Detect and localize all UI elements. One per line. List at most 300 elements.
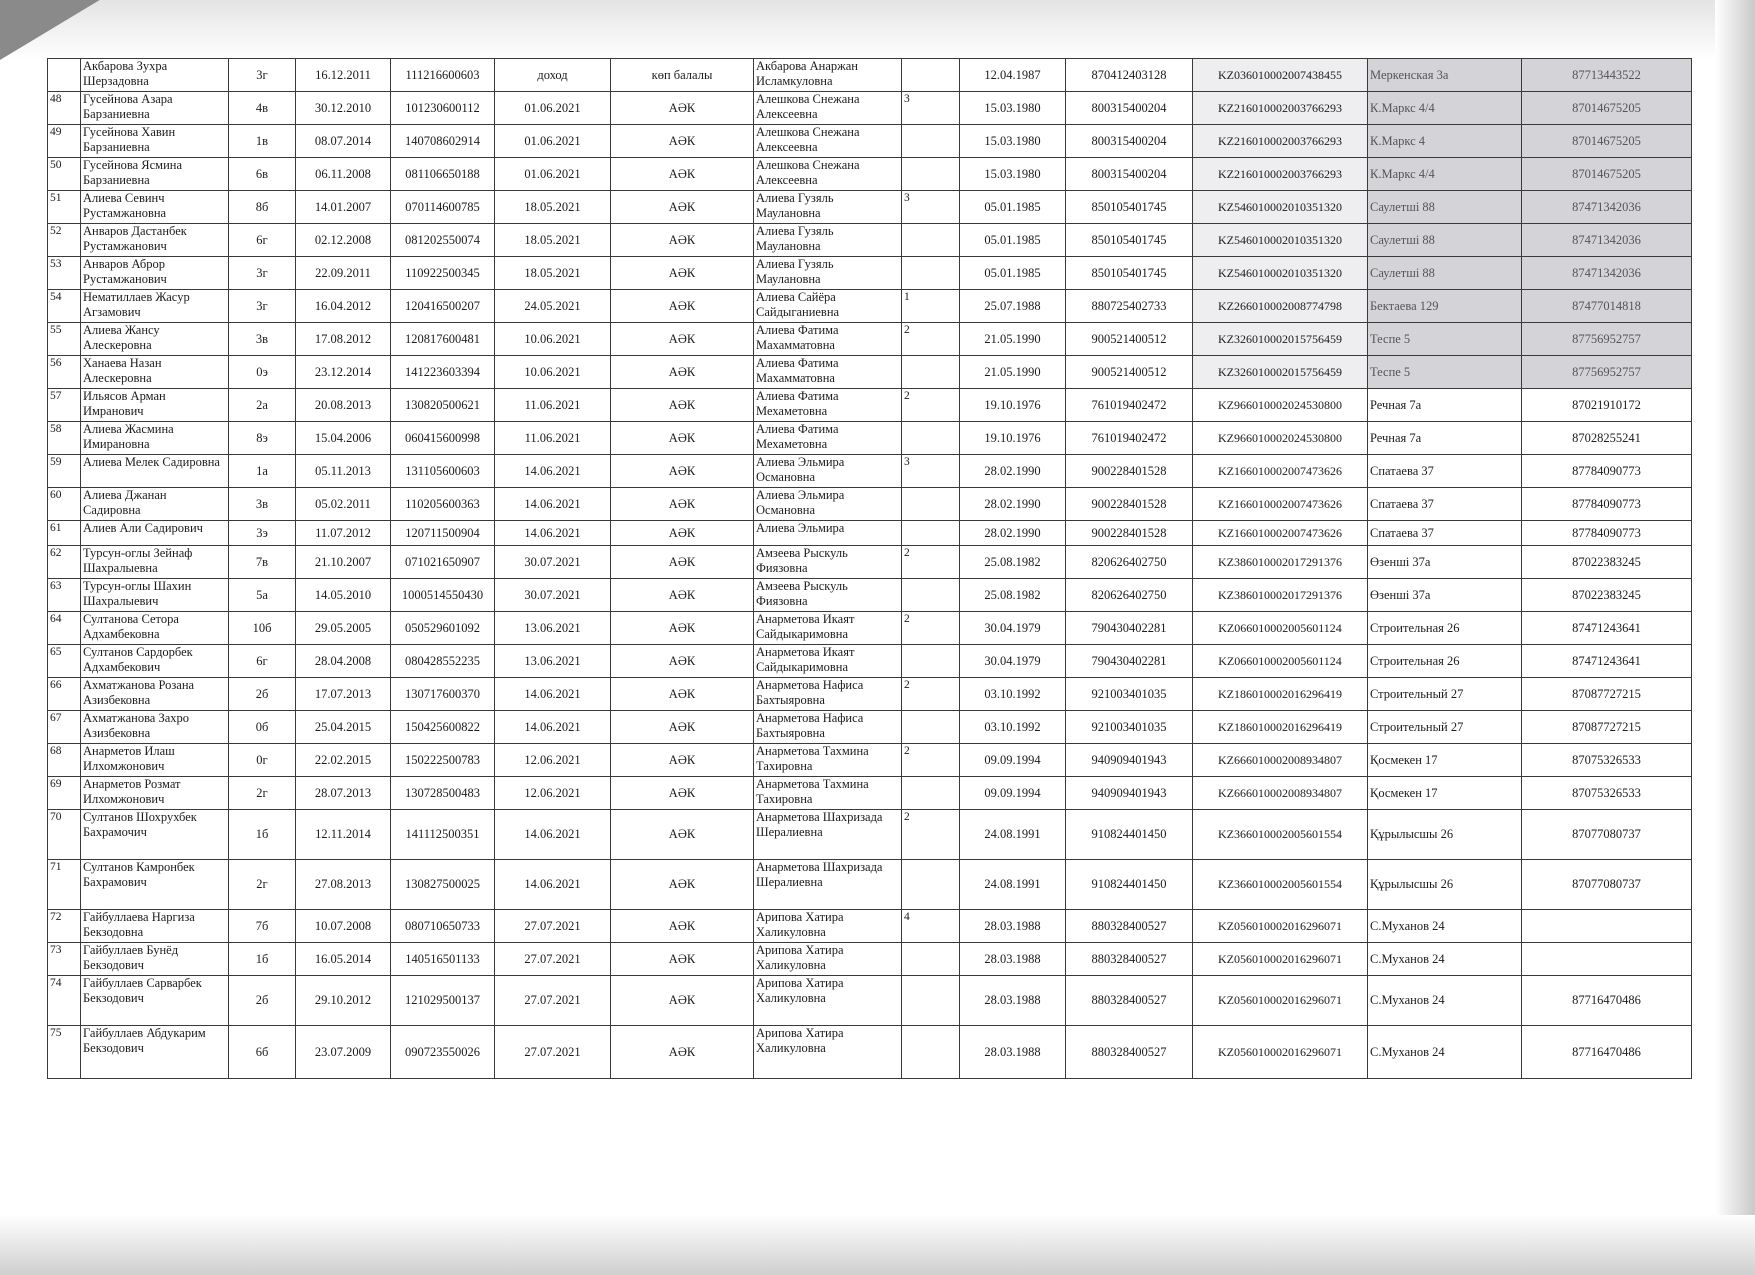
class-cell: 1в (229, 125, 296, 158)
parent-iin: 850105401745 (1066, 191, 1193, 224)
account-number: KZ166010002007473626 (1193, 521, 1368, 546)
parent-iin: 880328400527 (1066, 910, 1193, 943)
reason-cell: 10.06.2021 (495, 323, 611, 356)
phone-cell: 87471342036 (1522, 191, 1692, 224)
table-row (48, 488, 1692, 521)
parent-name: Анарметова Икаят Сайдыкаримовна (754, 645, 902, 678)
account-number: KZ056010002016296071 (1193, 976, 1368, 1026)
child-iin: 110205600363 (391, 488, 495, 521)
parent-iin: 800315400204 (1066, 158, 1193, 191)
address-cell: Өзенші 37а (1368, 546, 1522, 579)
reason-cell: 27.07.2021 (495, 943, 611, 976)
parent-iin: 800315400204 (1066, 125, 1193, 158)
class-cell: 2б (229, 976, 296, 1026)
birth-date: 08.07.2014 (296, 125, 391, 158)
row-number: 74 (48, 976, 81, 1026)
child-name: Алиев Али Садирович (81, 521, 229, 546)
table-row (48, 521, 1692, 546)
parent-birth-date: 12.04.1987 (960, 59, 1066, 92)
parent-birth-date: 28.03.1988 (960, 910, 1066, 943)
category-cell: АӘК (611, 158, 754, 191)
birth-date: 25.04.2015 (296, 711, 391, 744)
children-count (902, 645, 960, 678)
row-number: 58 (48, 422, 81, 455)
address-cell: С.Муханов 24 (1368, 910, 1522, 943)
parent-birth-date: 15.03.1980 (960, 92, 1066, 125)
account-number: KZ666010002008934807 (1193, 777, 1368, 810)
parent-birth-date: 28.02.1990 (960, 488, 1066, 521)
parent-iin: 790430402281 (1066, 645, 1193, 678)
children-count: 2 (902, 389, 960, 422)
address-cell: Қосмекен 17 (1368, 744, 1522, 777)
birth-date: 16.12.2011 (296, 59, 391, 92)
parent-iin: 880328400527 (1066, 976, 1193, 1026)
class-cell: 0э (229, 356, 296, 389)
account-number: KZ216010002003766293 (1193, 158, 1368, 191)
row-number: 57 (48, 389, 81, 422)
table-row (48, 943, 1692, 976)
reason-cell: 14.06.2021 (495, 455, 611, 488)
parent-birth-date: 28.03.1988 (960, 943, 1066, 976)
child-name: Гайбуллаев Абдукарим Бекзодович (81, 1026, 229, 1079)
category-cell: АӘК (611, 579, 754, 612)
parent-name: Алешкова Снежана Алексеевна (754, 125, 902, 158)
child-iin: 120817600481 (391, 323, 495, 356)
table-row (48, 744, 1692, 777)
children-count (902, 257, 960, 290)
child-iin: 1000514550430 (391, 579, 495, 612)
child-name: Анваров Дастанбек Рустамжанович (81, 224, 229, 257)
row-number: 52 (48, 224, 81, 257)
row-number: 49 (48, 125, 81, 158)
parent-name: Анарметова Икаят Сайдыкаримовна (754, 612, 902, 645)
phone-cell: 87784090773 (1522, 521, 1692, 546)
parent-name: Арипова Хатира Халикуловна (754, 943, 902, 976)
account-number: KZ366010002005601554 (1193, 810, 1368, 860)
child-name: Султанов Сардорбек Адхамбекович (81, 645, 229, 678)
table-row (48, 777, 1692, 810)
child-name: Нематиллаев Жасур Агзамович (81, 290, 229, 323)
row-number: 54 (48, 290, 81, 323)
parent-iin: 761019402472 (1066, 422, 1193, 455)
phone-cell: 87471342036 (1522, 257, 1692, 290)
child-iin: 130827500025 (391, 860, 495, 910)
row-number: 72 (48, 910, 81, 943)
phone-cell: 87716470486 (1522, 1026, 1692, 1079)
parent-name: Алиева Эльмира Османовна (754, 455, 902, 488)
parent-iin: 820626402750 (1066, 579, 1193, 612)
phone-cell: 87014675205 (1522, 158, 1692, 191)
child-iin: 150222500783 (391, 744, 495, 777)
birth-date: 10.07.2008 (296, 910, 391, 943)
birth-date: 15.04.2006 (296, 422, 391, 455)
children-count: 2 (902, 744, 960, 777)
phone-cell: 87075326533 (1522, 744, 1692, 777)
account-number: KZ386010002017291376 (1193, 579, 1368, 612)
children-count: 2 (902, 678, 960, 711)
scan-shadow-right (1715, 0, 1755, 1275)
account-number: KZ266010002008774798 (1193, 290, 1368, 323)
reason-cell: 01.06.2021 (495, 125, 611, 158)
reason-cell: 18.05.2021 (495, 224, 611, 257)
address-cell: С.Муханов 24 (1368, 976, 1522, 1026)
account-number: KZ546010002010351320 (1193, 224, 1368, 257)
children-count (902, 422, 960, 455)
parent-name: Алешкова Снежана Алексеевна (754, 158, 902, 191)
category-cell: АӘК (611, 191, 754, 224)
address-cell: Өзенші 37а (1368, 579, 1522, 612)
table-row (48, 158, 1692, 191)
child-name: Алиева Жасмина Имирановна (81, 422, 229, 455)
category-cell: АӘК (611, 455, 754, 488)
children-count (902, 158, 960, 191)
row-number: 62 (48, 546, 81, 579)
row-number (48, 59, 81, 92)
category-cell: АӘК (611, 488, 754, 521)
address-cell: К.Маркс 4 (1368, 125, 1522, 158)
parent-birth-date: 05.01.1985 (960, 191, 1066, 224)
children-count: 1 (902, 290, 960, 323)
account-number: KZ186010002016296419 (1193, 678, 1368, 711)
parent-name: Алиева Эльмира Османовна (754, 488, 902, 521)
phone-cell: 87014675205 (1522, 125, 1692, 158)
row-number: 51 (48, 191, 81, 224)
parent-birth-date: 28.03.1988 (960, 976, 1066, 1026)
birth-date: 27.08.2013 (296, 860, 391, 910)
birth-date: 12.11.2014 (296, 810, 391, 860)
class-cell: 1а (229, 455, 296, 488)
scan-shadow-top (0, 0, 1755, 60)
child-iin: 050529601092 (391, 612, 495, 645)
beneficiary-table (47, 58, 1692, 1079)
child-name: Турсун-оглы Зейнаф Шахралыевна (81, 546, 229, 579)
table-row (48, 323, 1692, 356)
reason-cell: 27.07.2021 (495, 976, 611, 1026)
phone-cell: 87713443522 (1522, 59, 1692, 92)
phone-cell: 87471342036 (1522, 224, 1692, 257)
child-name: Алиева Жансу Алескеровна (81, 323, 229, 356)
birth-date: 29.10.2012 (296, 976, 391, 1026)
birth-date: 17.08.2012 (296, 323, 391, 356)
child-iin: 090723550026 (391, 1026, 495, 1079)
parent-iin: 761019402472 (1066, 389, 1193, 422)
children-count (902, 488, 960, 521)
account-number: KZ386010002017291376 (1193, 546, 1368, 579)
child-iin: 080710650733 (391, 910, 495, 943)
birth-date: 30.12.2010 (296, 92, 391, 125)
class-cell: 3г (229, 290, 296, 323)
children-count (902, 356, 960, 389)
table-row (48, 356, 1692, 389)
parent-birth-date: 05.01.1985 (960, 257, 1066, 290)
birth-date: 14.01.2007 (296, 191, 391, 224)
table-row (48, 92, 1692, 125)
parent-birth-date: 21.05.1990 (960, 323, 1066, 356)
category-cell: АӘК (611, 744, 754, 777)
parent-birth-date: 24.08.1991 (960, 810, 1066, 860)
reason-cell: 12.06.2021 (495, 777, 611, 810)
child-iin: 081202550074 (391, 224, 495, 257)
table-row (48, 422, 1692, 455)
children-count (902, 224, 960, 257)
row-number: 61 (48, 521, 81, 546)
account-number: KZ546010002010351320 (1193, 191, 1368, 224)
parent-name: Анарметова Шахризада Шералиевна (754, 810, 902, 860)
birth-date: 02.12.2008 (296, 224, 391, 257)
birth-date: 23.07.2009 (296, 1026, 391, 1079)
parent-iin: 880328400527 (1066, 943, 1193, 976)
row-number: 60 (48, 488, 81, 521)
parent-birth-date: 28.03.1988 (960, 1026, 1066, 1079)
child-name: Гайбуллаев Сарварбек Бекзодович (81, 976, 229, 1026)
address-cell: Саулетші 88 (1368, 191, 1522, 224)
child-iin: 150425600822 (391, 711, 495, 744)
phone-cell: 87077080737 (1522, 860, 1692, 910)
reason-cell: доход (495, 59, 611, 92)
category-cell: көп балалы (611, 59, 754, 92)
class-cell: 0б (229, 711, 296, 744)
reason-cell: 13.06.2021 (495, 645, 611, 678)
account-number: KZ966010002024530800 (1193, 389, 1368, 422)
child-iin: 071021650907 (391, 546, 495, 579)
class-cell: 4в (229, 92, 296, 125)
children-count (902, 711, 960, 744)
parent-name: Алиева Гузяль Маулановна (754, 257, 902, 290)
address-cell: Спатаева 37 (1368, 488, 1522, 521)
account-number: KZ966010002024530800 (1193, 422, 1368, 455)
address-cell: К.Маркс 4/4 (1368, 158, 1522, 191)
table-row (48, 290, 1692, 323)
children-count (902, 860, 960, 910)
parent-birth-date: 25.08.1982 (960, 546, 1066, 579)
birth-date: 28.07.2013 (296, 777, 391, 810)
address-cell: Строительный 27 (1368, 678, 1522, 711)
category-cell: АӘК (611, 422, 754, 455)
parent-iin: 900228401528 (1066, 521, 1193, 546)
child-iin: 120416500207 (391, 290, 495, 323)
address-cell: Речная 7а (1368, 422, 1522, 455)
phone-cell: 87471243641 (1522, 612, 1692, 645)
account-number: KZ036010002007438455 (1193, 59, 1368, 92)
child-name: Алиева Джанан Садировна (81, 488, 229, 521)
children-count: 2 (902, 323, 960, 356)
address-cell: Құрылысшы 26 (1368, 860, 1522, 910)
parent-name: Алиева Гузяль Маулановна (754, 224, 902, 257)
category-cell: АӘК (611, 777, 754, 810)
address-cell: Теспе 5 (1368, 323, 1522, 356)
parent-birth-date: 21.05.1990 (960, 356, 1066, 389)
address-cell: Саулетші 88 (1368, 257, 1522, 290)
birth-date: 16.05.2014 (296, 943, 391, 976)
category-cell: АӘК (611, 125, 754, 158)
phone-cell: 87087727215 (1522, 711, 1692, 744)
parent-name: Алешкова Снежана Алексеевна (754, 92, 902, 125)
parent-birth-date: 30.04.1979 (960, 612, 1066, 645)
children-count: 2 (902, 612, 960, 645)
account-number: KZ326010002015756459 (1193, 356, 1368, 389)
child-iin: 081106650188 (391, 158, 495, 191)
parent-birth-date: 25.07.1988 (960, 290, 1066, 323)
reason-cell: 13.06.2021 (495, 612, 611, 645)
class-cell: 8э (229, 422, 296, 455)
children-count (902, 777, 960, 810)
child-name: Анарметов Розмат Илхомжонович (81, 777, 229, 810)
parent-birth-date: 28.02.1990 (960, 455, 1066, 488)
reason-cell: 12.06.2021 (495, 744, 611, 777)
table-row (48, 224, 1692, 257)
row-number: 65 (48, 645, 81, 678)
phone-cell: 87028255241 (1522, 422, 1692, 455)
birth-date: 29.05.2005 (296, 612, 391, 645)
address-cell: С.Муханов 24 (1368, 943, 1522, 976)
children-count: 2 (902, 810, 960, 860)
parent-birth-date: 03.10.1992 (960, 711, 1066, 744)
parent-name: Анарметова Тахмина Тахировна (754, 777, 902, 810)
category-cell: АӘК (611, 323, 754, 356)
phone-cell: 87477014818 (1522, 290, 1692, 323)
child-iin: 131105600603 (391, 455, 495, 488)
parent-iin: 940909401943 (1066, 744, 1193, 777)
account-number: KZ056010002016296071 (1193, 943, 1368, 976)
table-row (48, 257, 1692, 290)
address-cell: Меркенская 3а (1368, 59, 1522, 92)
parent-name: Алиева Фатима Мехаметовна (754, 389, 902, 422)
child-name: Акбарова Зухра Шерзадовна (81, 59, 229, 92)
table-row (48, 191, 1692, 224)
reason-cell: 14.06.2021 (495, 678, 611, 711)
child-iin: 110922500345 (391, 257, 495, 290)
account-number: KZ056010002016296071 (1193, 1026, 1368, 1079)
phone-cell: 87756952757 (1522, 323, 1692, 356)
child-iin: 070114600785 (391, 191, 495, 224)
child-iin: 141112500351 (391, 810, 495, 860)
phone-cell: 87022383245 (1522, 579, 1692, 612)
address-cell: Строительный 27 (1368, 711, 1522, 744)
class-cell: 3г (229, 59, 296, 92)
account-number: KZ366010002005601554 (1193, 860, 1368, 910)
address-cell: Теспе 5 (1368, 356, 1522, 389)
birth-date: 23.12.2014 (296, 356, 391, 389)
row-number: 73 (48, 943, 81, 976)
class-cell: 3в (229, 488, 296, 521)
parent-iin: 910824401450 (1066, 810, 1193, 860)
address-cell: Строительная 26 (1368, 645, 1522, 678)
class-cell: 2а (229, 389, 296, 422)
children-count: 2 (902, 546, 960, 579)
reason-cell: 11.06.2021 (495, 422, 611, 455)
class-cell: 3г (229, 257, 296, 290)
children-count: 3 (902, 455, 960, 488)
child-name: Гусейнова Ясмина Барзаниевна (81, 158, 229, 191)
reason-cell: 30.07.2021 (495, 546, 611, 579)
parent-iin: 921003401035 (1066, 711, 1193, 744)
reason-cell: 01.06.2021 (495, 92, 611, 125)
category-cell: АӘК (611, 290, 754, 323)
parent-iin: 900228401528 (1066, 455, 1193, 488)
parent-iin: 800315400204 (1066, 92, 1193, 125)
class-cell: 7в (229, 546, 296, 579)
account-number: KZ056010002016296071 (1193, 910, 1368, 943)
account-number: KZ546010002010351320 (1193, 257, 1368, 290)
category-cell: АӘК (611, 356, 754, 389)
address-cell: Спатаева 37 (1368, 521, 1522, 546)
address-cell: Строительная 26 (1368, 612, 1522, 645)
parent-name: Алиева Эльмира (754, 521, 902, 546)
class-cell: 6в (229, 158, 296, 191)
parent-birth-date: 05.01.1985 (960, 224, 1066, 257)
parent-birth-date: 28.02.1990 (960, 521, 1066, 546)
table-row (48, 125, 1692, 158)
address-cell: Қосмекен 17 (1368, 777, 1522, 810)
row-number: 59 (48, 455, 81, 488)
row-number: 53 (48, 257, 81, 290)
category-cell: АӘК (611, 257, 754, 290)
category-cell: АӘК (611, 910, 754, 943)
row-number: 63 (48, 579, 81, 612)
child-iin: 140516501133 (391, 943, 495, 976)
address-cell: К.Маркс 4/4 (1368, 92, 1522, 125)
birth-date: 28.04.2008 (296, 645, 391, 678)
child-iin: 130820500621 (391, 389, 495, 422)
birth-date: 16.04.2012 (296, 290, 391, 323)
reason-cell: 11.06.2021 (495, 389, 611, 422)
account-number: KZ216010002003766293 (1193, 125, 1368, 158)
reason-cell: 14.06.2021 (495, 860, 611, 910)
parent-name: Амзеева Рыскуль Фиязовна (754, 546, 902, 579)
parent-name: Анарметова Тахмина Тахировна (754, 744, 902, 777)
category-cell: АӘК (611, 224, 754, 257)
child-name: Гусейнова Азара Барзаниевна (81, 92, 229, 125)
parent-name: Арипова Хатира Халикуловна (754, 1026, 902, 1079)
row-number: 55 (48, 323, 81, 356)
parent-name: Алиева Фатима Мехаметовна (754, 422, 902, 455)
class-cell: 2г (229, 860, 296, 910)
class-cell: 10б (229, 612, 296, 645)
parent-iin: 910824401450 (1066, 860, 1193, 910)
table-row (48, 678, 1692, 711)
parent-name: Алиева Гузяль Маулановна (754, 191, 902, 224)
children-count (902, 976, 960, 1026)
phone-cell: 87014675205 (1522, 92, 1692, 125)
parent-birth-date: 09.09.1994 (960, 777, 1066, 810)
child-iin: 130728500483 (391, 777, 495, 810)
phone-cell: 87087727215 (1522, 678, 1692, 711)
class-cell: 0г (229, 744, 296, 777)
parent-birth-date: 15.03.1980 (960, 158, 1066, 191)
account-number: KZ666010002008934807 (1193, 744, 1368, 777)
child-iin: 130717600370 (391, 678, 495, 711)
table-row (48, 860, 1692, 910)
table-row (48, 910, 1692, 943)
birth-date: 21.10.2007 (296, 546, 391, 579)
parent-name: Акбарова Анаржан Исламкуловна (754, 59, 902, 92)
parent-iin: 880725402733 (1066, 290, 1193, 323)
account-number: KZ166010002007473626 (1193, 488, 1368, 521)
phone-cell (1522, 910, 1692, 943)
table-row (48, 546, 1692, 579)
parent-name: Алиева Фатима Махамматовна (754, 323, 902, 356)
children-count (902, 59, 960, 92)
child-name: Султанов Камронбек Бахрамович (81, 860, 229, 910)
account-number: KZ326010002015756459 (1193, 323, 1368, 356)
row-number: 75 (48, 1026, 81, 1079)
table-row (48, 976, 1692, 1026)
class-cell: 1б (229, 810, 296, 860)
parent-birth-date: 19.10.1976 (960, 389, 1066, 422)
category-cell: АӘК (611, 976, 754, 1026)
row-number: 69 (48, 777, 81, 810)
birth-date: 11.07.2012 (296, 521, 391, 546)
